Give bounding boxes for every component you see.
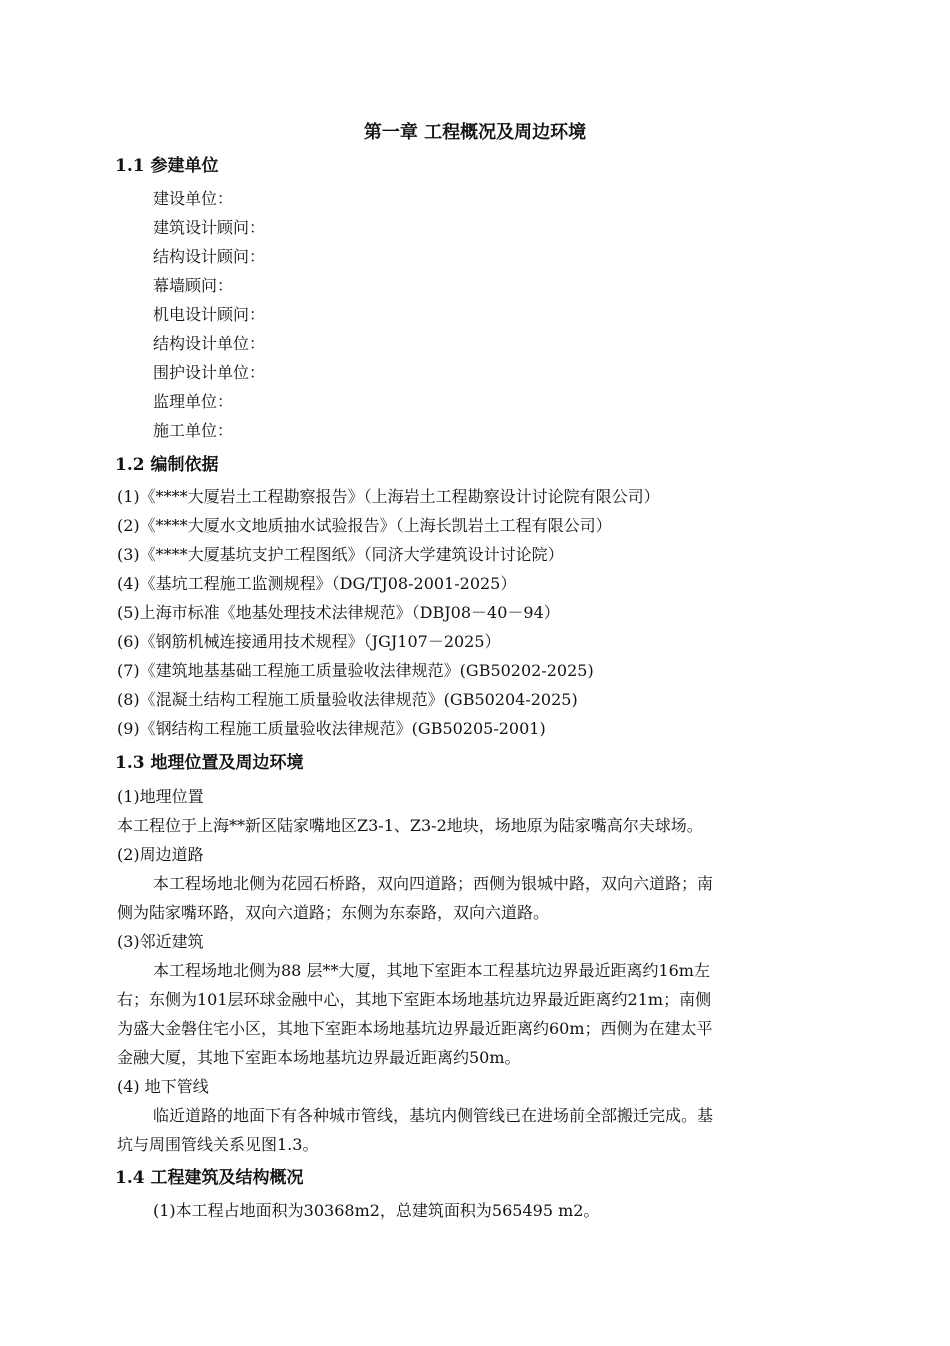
participant-item: 监理单位：: [153, 392, 234, 411]
paragraph-area: (1)本工程占地面积为30368m2，总建筑面积为565495 m2。: [153, 1201, 600, 1220]
subheading-pipelines: (4) 地下管线: [117, 1077, 209, 1096]
participant-item: 建设单位：: [153, 189, 234, 208]
reference-item: (5)上海市标准《地基处理技术法律规范》（DBJ08－40－94）: [117, 603, 560, 622]
paragraph-location: 本工程位于上海**新区陆家嘴地区Z3-1、Z3-2地块，场地原为陆家嘴高尔夫球场。: [117, 816, 703, 835]
section-heading-1-4: 1.4 工程建筑及结构概况: [115, 1168, 304, 1188]
reference-item: (9)《钢结构工程施工质量验收法律规范》(GB50205-2001): [117, 719, 546, 738]
participant-item: 建筑设计顾问：: [153, 218, 266, 237]
participant-item: 施工单位：: [153, 421, 234, 440]
subheading-location: (1)地理位置: [117, 787, 204, 806]
participant-item: 结构设计单位：: [153, 334, 266, 353]
paragraph-roads-line: 侧为陆家嘴环路，双向六道路；东侧为东泰路，双向六道路。: [117, 903, 550, 922]
participant-item: 机电设计顾问：: [153, 305, 266, 324]
reference-item: (6)《钢筋机械连接通用技术规程》（JGJ107－2025）: [117, 632, 501, 651]
reference-item: (1)《****大厦岩土工程勘察报告》（上海岩土工程勘察设计讨论院有限公司）: [117, 487, 660, 506]
paragraph-pipelines-line: 坑与周围管线关系见图1.3。: [117, 1135, 319, 1154]
participant-item: 围护设计单位：: [153, 363, 266, 382]
subheading-roads: (2)周边道路: [117, 845, 204, 864]
reference-item: (2)《****大厦水文地质抽水试验报告》（上海长凯岩土工程有限公司）: [117, 516, 612, 535]
paragraph-buildings-line: 为盛大金磐住宅小区，其地下室距本场地基坑边界最近距离约60m；西侧为在建太平: [117, 1019, 713, 1038]
paragraph-buildings-line: 右；东侧为101层环球金融中心，其地下室距本场地基坑边界最近距离约21m；南侧: [117, 990, 712, 1009]
reference-item: (4)《基坑工程施工监测规程》（DG/TJ08-2001-2025）: [117, 574, 517, 593]
reference-item: (3)《****大厦基坑支护工程图纸》（同济大学建筑设计讨论院）: [117, 545, 564, 564]
reference-item: (8)《混凝土结构工程施工质量验收法律规范》(GB50204-2025): [117, 690, 578, 709]
subheading-buildings: (3)邻近建筑: [117, 932, 204, 951]
chapter-title: 第一章 工程概况及周边环境: [363, 122, 587, 143]
section-heading-1-2: 1.2 编制依据: [115, 455, 219, 475]
reference-item: (7)《建筑地基基础工程施工质量验收法律规范》(GB50202-2025): [117, 661, 594, 680]
paragraph-buildings-line: 本工程场地北侧为88 层**大厦，其地下室距本工程基坑边界最近距离约16m左: [153, 961, 710, 980]
participant-item: 幕墙顾问：: [153, 276, 234, 295]
paragraph-buildings-line: 金融大厦，其地下室距本场地基坑边界最近距离约50m。: [117, 1048, 521, 1067]
paragraph-roads-line: 本工程场地北侧为花园石桥路，双向四道路；西侧为银城中路，双向六道路；南: [153, 874, 714, 893]
participant-item: 结构设计顾问：: [153, 247, 266, 266]
paragraph-pipelines-line: 临近道路的地面下有各种城市管线，基坑内侧管线已在进场前全部搬迁完成。基: [153, 1106, 714, 1125]
section-heading-1-1: 1.1 参建单位: [115, 156, 219, 176]
section-heading-1-3: 1.3 地理位置及周边环境: [115, 753, 304, 773]
